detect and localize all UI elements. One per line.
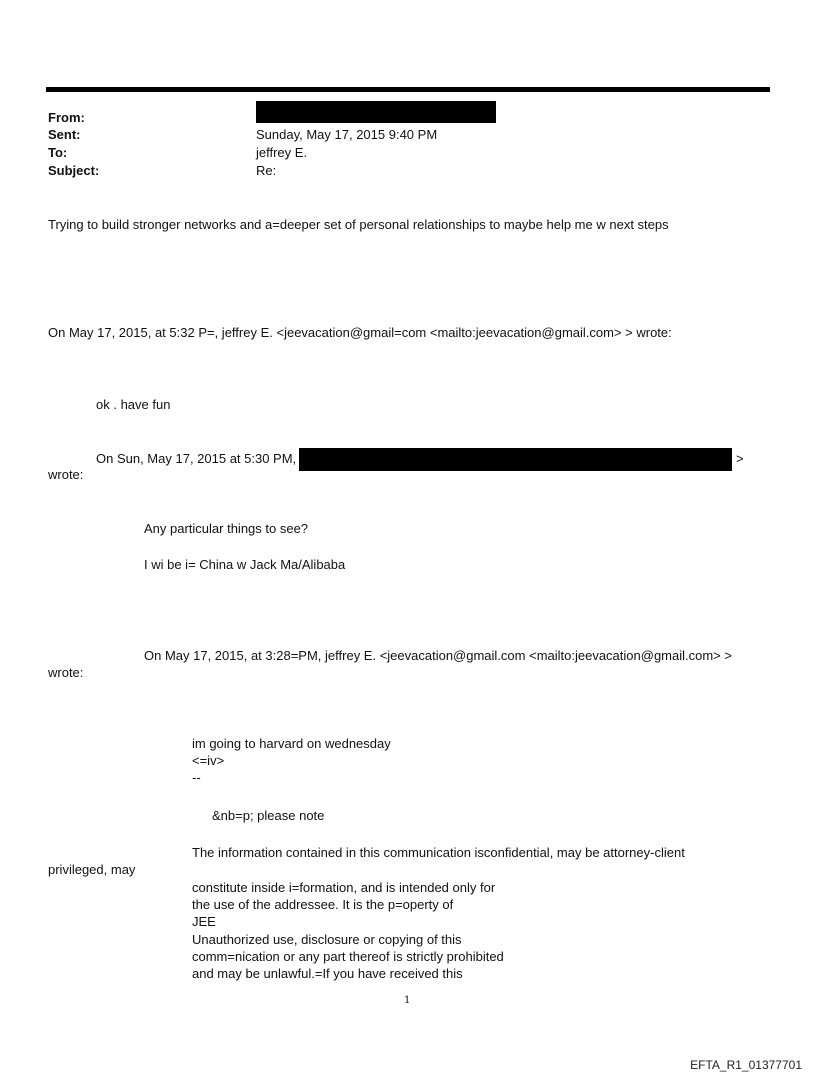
quote1-header: On May 17, 2015, at 5:32 P=, jeffrey E. <jeevacation@gmail=com <mailto:jeevacation@gmail.com> > wrote: bbox=[48, 325, 672, 340]
sent-value: Sunday, May 17, 2015 9:40 PM bbox=[256, 127, 438, 142]
disclaimer-line: The information contained in this communication isconfidential, may be attorney-client bbox=[192, 845, 685, 860]
header-rule bbox=[46, 87, 770, 92]
quote2-header-end: > bbox=[736, 451, 744, 466]
to-label: To: bbox=[48, 145, 68, 160]
disclaimer-line: privileged, may bbox=[48, 862, 136, 877]
quote3-line: <=iv> bbox=[192, 753, 225, 768]
quote2-line: I wi be i= China w Jack Ma/Alibaba bbox=[144, 557, 346, 572]
redaction-from bbox=[256, 101, 496, 123]
quote3-wrote: wrote: bbox=[48, 665, 84, 680]
to-value: jeffrey E. bbox=[256, 145, 308, 160]
body-line: Trying to build stronger networks and a=deeper set of personal relationships to maybe help me w next steps bbox=[48, 217, 669, 232]
redaction-sender bbox=[299, 448, 732, 471]
disclaimer-line: and may be unlawful.=If you have received this bbox=[192, 966, 463, 981]
disclaimer-line: Unauthorized use, disclosure or copying of this bbox=[192, 932, 462, 947]
sent-label: Sent: bbox=[48, 127, 81, 142]
document-id: EFTA_R1_01377701 bbox=[690, 1058, 802, 1072]
quote3-header: On May 17, 2015, at 3:28=PM, jeffrey E. <jeevacation@gmail.com <mailto:jeevacation@gmail.com> > bbox=[144, 648, 732, 663]
disclaimer-line: constitute inside i=formation, and is intended only for bbox=[192, 880, 496, 895]
quote3-line: im going to harvard on wednesday bbox=[192, 736, 391, 751]
quote2-line: Any particular things to see? bbox=[144, 521, 309, 536]
quote3-line: &nb=p; please note bbox=[212, 808, 325, 823]
quote2-wrote: wrote: bbox=[48, 467, 84, 482]
subject-value: Re: bbox=[256, 163, 277, 178]
from-label: From: bbox=[48, 110, 85, 125]
quote1-text: ok . have fun bbox=[96, 397, 171, 412]
quote3-line: -- bbox=[192, 770, 201, 785]
disclaimer-line: JEE bbox=[192, 914, 216, 929]
subject-label: Subject: bbox=[48, 163, 100, 178]
disclaimer-line: the use of the addressee. It is the p=operty of bbox=[192, 897, 454, 912]
page-number: 1 bbox=[404, 995, 411, 1006]
quote2-header: On Sun, May 17, 2015 at 5:30 PM, bbox=[96, 451, 297, 466]
disclaimer-line: comm=nication or any part thereof is strictly prohibited bbox=[192, 949, 504, 964]
